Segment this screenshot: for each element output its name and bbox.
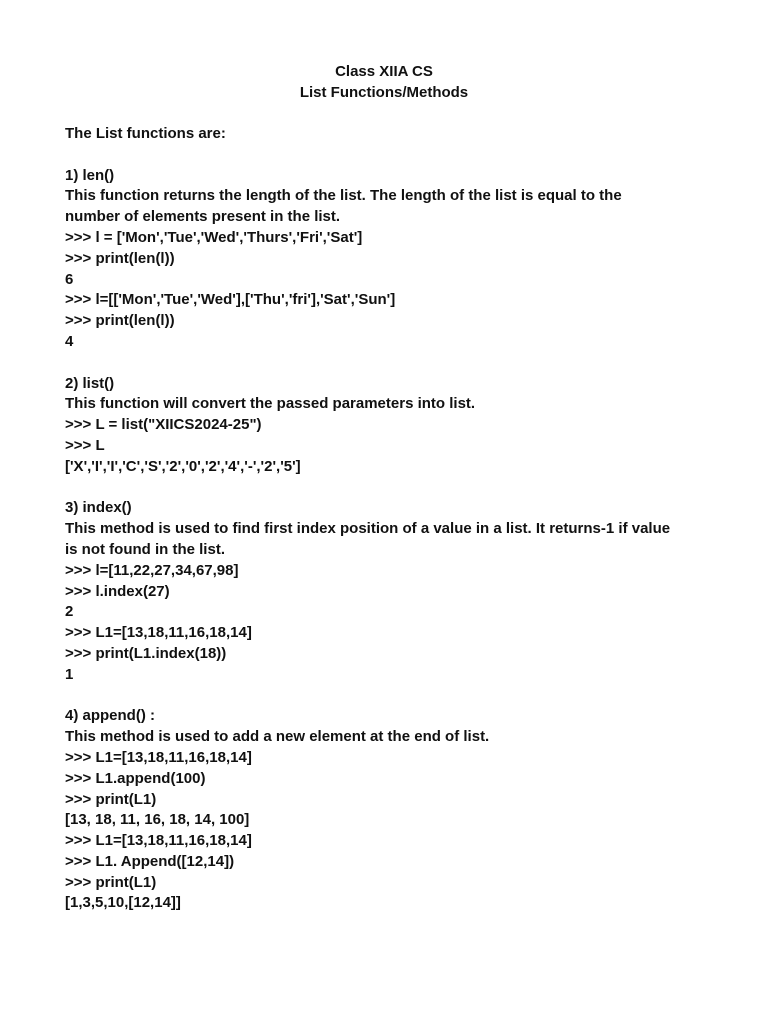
section-description-line: This function will convert the passed parameters into list. — [65, 395, 476, 413]
code-line: >>> L1=[13,18,11,16,18,14] — [65, 748, 252, 766]
spacer — [65, 353, 725, 374]
code-line: >>> L1=[13,18,11,16,18,14] — [65, 624, 252, 642]
code-line: >>> L1.append(100) — [65, 769, 206, 787]
spacer — [65, 478, 725, 499]
section-index — [65, 498, 725, 685]
section-description-line: This method is used to add a new element at the end of list. — [65, 728, 490, 746]
code-line: >>> L1=[13,18,11,16,18,14] — [65, 832, 252, 850]
section-heading: 1) len() — [65, 166, 115, 184]
code-line: >>> l=[11,22,27,34,67,98] — [65, 561, 239, 579]
page-title: Class XIIA CS — [335, 63, 433, 80]
code-line: >>> print(L1.index(18)) — [65, 644, 227, 662]
spacer — [65, 145, 725, 166]
code-line: >>> print(L1) — [65, 790, 157, 808]
section-heading: 2) list() — [65, 374, 115, 392]
code-line: >>> print(L1) — [65, 873, 157, 891]
code-output-line: [1,3,5,10,[12,14]] — [65, 894, 181, 912]
section-description-line: This function returns the length of the list. The length of the list is equal to the — [65, 187, 622, 205]
code-line: >>> l.index(27) — [65, 582, 170, 600]
code-output-line: 2 — [65, 603, 74, 621]
document-body — [65, 124, 725, 914]
code-output-line: ['X','I','I','C','S','2','0','2','4','-','2','5'] — [65, 457, 301, 475]
code-output-line: 1 — [65, 665, 74, 683]
section-heading: 4) append() : — [65, 707, 155, 725]
section-description-line: This method is used to find first index position of a value in a list. It returns-1 if value — [65, 520, 671, 538]
section-len — [65, 166, 725, 353]
code-line: >>> print(len(l)) — [65, 312, 175, 330]
section-append — [65, 706, 725, 914]
code-line: >>> print(len(l)) — [65, 249, 175, 267]
code-line: >>> l = ['Mon','Tue','Wed','Thurs','Fri','Sat'] — [65, 228, 363, 246]
spacer — [65, 686, 725, 707]
page-subtitle: List Functions/Methods — [299, 83, 469, 101]
intro-text: The List functions are: — [65, 125, 226, 142]
title-block — [0, 62, 768, 104]
code-line: >>> l=[['Mon','Tue','Wed'],['Thu','fri'],'Sat','Sun'] — [65, 291, 396, 309]
code-line: >>> L1. Append([12,14]) — [65, 852, 235, 870]
section-heading: 3) index() — [65, 499, 132, 517]
section-list — [65, 374, 725, 478]
code-output-line: 4 — [65, 332, 74, 350]
code-line: >>> L = list("XIICS2024-25") — [65, 416, 262, 434]
code-output-line: 6 — [65, 270, 74, 288]
code-line: >>> L — [65, 436, 105, 454]
section-description-line: is not found in the list. — [65, 540, 225, 558]
code-output-line: [13, 18, 11, 16, 18, 14, 100] — [65, 811, 250, 829]
section-description-line: number of elements present in the list. — [65, 208, 341, 226]
